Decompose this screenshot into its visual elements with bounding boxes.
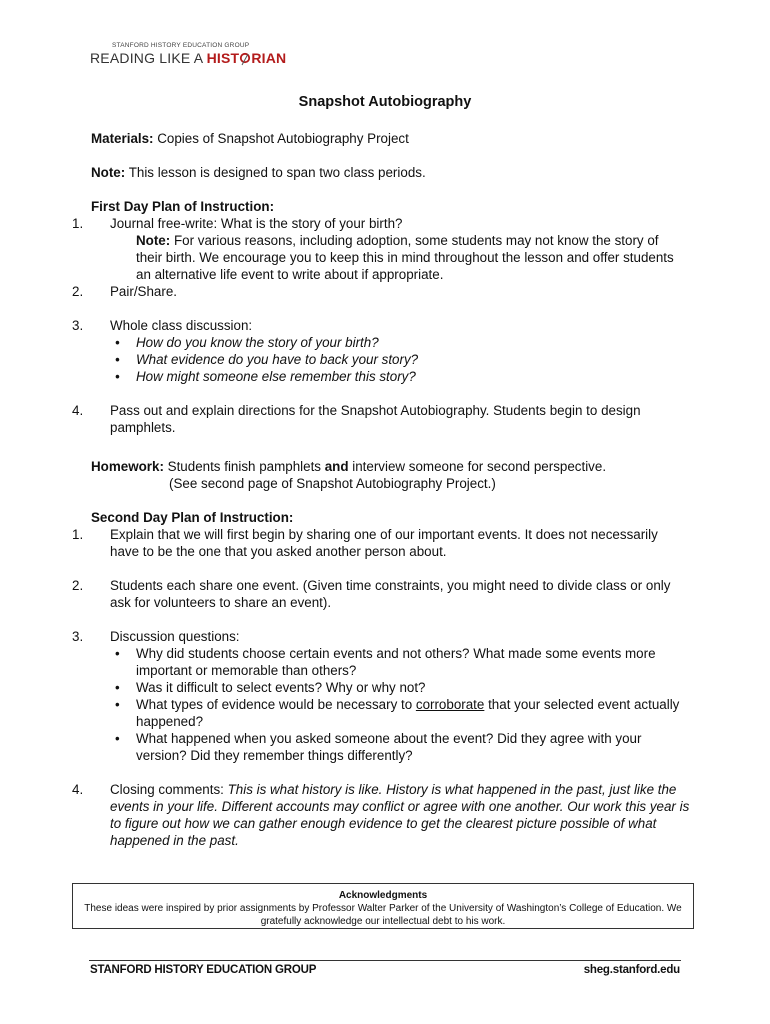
homework-label: Homework: <box>91 459 164 474</box>
homework-section: Homework: Students finish pamphlets and interview someone for second perspective. (See second page of Snapshot Autobiography Project.) <box>91 458 691 492</box>
day1-item-2: 2. Pair/Share. <box>72 284 177 299</box>
day2-item-3: 3. Discussion questions: <box>72 629 240 644</box>
day2-item-2: 2. Students each share one event. (Given time constraints, you might need to divide class or only ask for volunteers to share an event). <box>72 578 671 610</box>
materials-label: Materials: <box>91 131 154 146</box>
list-item: • How might someone else remember this story? <box>91 368 691 385</box>
list-item: • Was it difficult to select events? Why or why not? <box>91 679 681 696</box>
acknowledgments-text: These ideas were inspired by prior assignments by Professor Walter Parker of the University of Washington’s College of Education. We gratefully acknowledge our intellectual debt to his work. <box>84 903 682 927</box>
day1-item-3: 3. Whole class discussion: <box>72 318 253 333</box>
list-item: • What happened when you asked someone about the event? Did they agree with your version? Did they remember things differently? <box>91 730 681 764</box>
logo-title-part-b: HIST <box>206 50 240 66</box>
corroborate-link[interactable]: corroborate <box>415 697 485 712</box>
logo-org-name: STANFORD HISTORY EDUCATION GROUP <box>112 42 250 49</box>
note-line <box>91 164 691 181</box>
logo-title <box>90 50 286 66</box>
list-item: • What evidence do you have to back your story? <box>91 351 691 368</box>
day1-item-3-bullets <box>91 334 691 385</box>
list-item: • How do you know the story of your birth? <box>91 334 691 351</box>
day1-item-1-note: Note: For various reasons, including adoption, some students may not know the story of their birth. We encourage you to keep this in mind throughout the lesson and offer students an alternative life event to write about if appropriate. <box>136 233 674 282</box>
homework-line-2: (See second page of Snapshot Autobiography Project.) <box>169 476 496 491</box>
day2-section <box>72 509 691 849</box>
list-item: • What types of evidence would be necessary to corroborate that your selected event actually happened? <box>91 696 681 730</box>
logo <box>90 42 286 66</box>
day2-heading: Second Day Plan of Instruction: <box>91 510 294 525</box>
page-title: Snapshot Autobiography <box>298 94 472 110</box>
note-text: This lesson is designed to span two class periods. <box>125 165 426 180</box>
day1-heading: First Day Plan of Instruction: <box>91 199 275 214</box>
day2-item-4: 4. Closing comments: This is what history is like. History is what happened in the past, just like the events in your life. Different accounts may conflict or agree with one another. Our work this year is to figure out how we can gather enough evidence to get the clearest picture possible of what happened in the past. <box>72 782 690 848</box>
day1-item-1: 1. Journal free-write: What is the story of your birth? <box>72 216 403 231</box>
logo-title-part-c: RIAN <box>251 50 287 66</box>
materials-text: Copies of Snapshot Autobiography Project <box>153 131 409 146</box>
day1-item-4: 4. Pass out and explain directions for the Snapshot Autobiography. Students begin to design pamphlets. <box>72 403 641 435</box>
materials-line <box>91 130 691 147</box>
day2-item-1: 1. Explain that we will first begin by sharing one of our important events. It does not necessarily have to be the one that you asked another person about. <box>72 527 658 559</box>
quill-icon <box>239 52 251 66</box>
note-label: Note: <box>91 165 126 180</box>
list-item: • Why did students choose certain events and not others? What made some events more important or memorable than others? <box>91 645 681 679</box>
day2-item-3-bullets <box>91 645 681 764</box>
acknowledgments-heading: Acknowledgments <box>338 890 428 901</box>
footer-url[interactable]: sheg.stanford.edu <box>583 964 680 976</box>
day1-section <box>72 198 691 436</box>
footer-org: STANFORD HISTORY EDUCATION GROUP <box>90 964 317 976</box>
acknowledgments-box <box>72 883 694 929</box>
footer-divider <box>89 960 681 961</box>
logo-title-part-a: READING LIKE A <box>90 50 207 66</box>
